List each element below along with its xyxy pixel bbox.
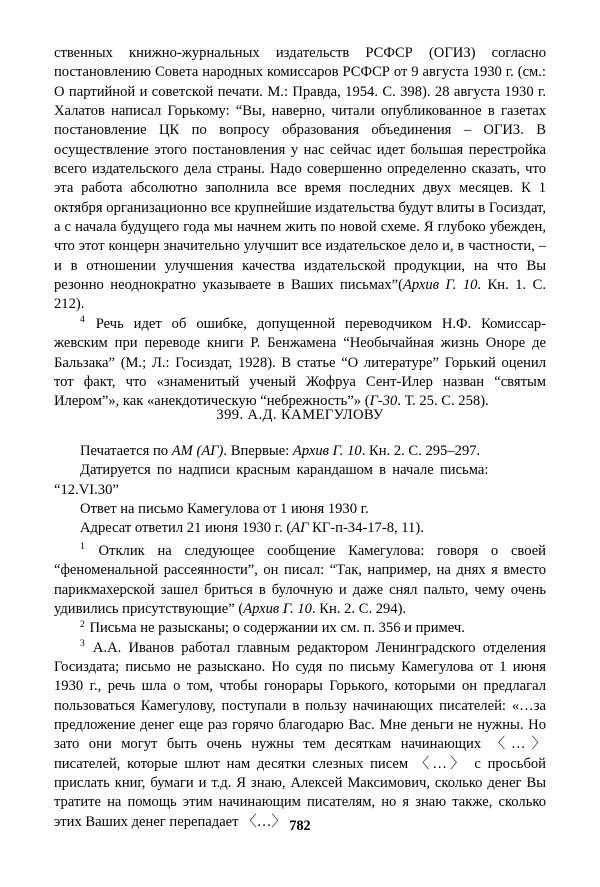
dating-date: “12.VI.30” (54, 481, 119, 498)
pub-suffix: . Кн. 2. С. 295–297. (361, 443, 481, 459)
dating-text: Датируется по надписи красным карандашом в начале письма: (80, 462, 489, 479)
reply-to-line (54, 500, 546, 519)
dating-date-line (54, 481, 546, 500)
note-4-paragraph (54, 315, 546, 412)
note-3-source-italic: Архив Г. 10 (403, 277, 478, 294)
addressee-replied-suffix: КГ-п-34-17-8, 11). (308, 520, 424, 537)
folio-number: 782 (289, 818, 311, 834)
note-3-source-tail: . Кн. 1. С. 212). (54, 277, 546, 313)
note-4-source-italic: Г-30 (369, 393, 398, 410)
addressee-replied-prefix: Адресат ответил 21 июня 1930 г. ( (80, 520, 292, 537)
note-1-source-italic: Архив Г. 10 (243, 601, 312, 618)
note-1-marker: 1 (80, 541, 85, 553)
note-3-continuation-text: ственных книжно-журнальных издательств РСФСР (ОГИЗ) согласно постановлению Совета народных комиссаров РСФСР от 9 августа 1930 г. (см.: О партийной и советской печати. М.: Правда, 1954. С. 398). 28 августа 1930 г. Халатов написал Горькому: “Вы, наверно, читали опубликованное в газетах постановление ЦК по вопросу образования объединения – ОГИЗ. В осуществление этого постановления у нас сейчас идет большая перестройка всего издательского дела страны. Надо совершенно определенно сказать, что эта работа абсолютно заполнила все время последних двух месяцев. К 1 октября организационно все крупнейшие издательства будут влиты в Госиздат, а с начала будущего года мы начнем жить по новой схеме. Я глубоко убежден, что этот концерн значительно улучшит все издательское дело и, в частности, – и в отношении улучшения качества издательской продукции, на что Вы резонно неоднократно указываете в Ваших письмах” (54, 45, 546, 294)
publication-source-line (54, 442, 546, 461)
note-4-text-after: . Т. 25. С. 258). (397, 393, 489, 410)
addressee-replied-line (54, 519, 546, 538)
note-4-text: Речь идет об ошибке, допущенной переводчиком Н.Ф. Комиссар-жевским при переводе книги Р. Бенжамена “Необычайная жизнь Оноре де Бальзака” (М.; Л.: Госиздат, 1928). В статье “О литературе” Горький оценил тот факт, что «знаменитый ученый Жофруа Сент-Илер назван “святым Илером”», как «анекдотическую “небрежность”» ( (54, 315, 546, 410)
pub-archive-italic: Архив Г. 10 (292, 443, 362, 459)
pub-am-italic: АМ (АГ) (171, 443, 224, 459)
note-3-continuation-paragraph (54, 44, 546, 315)
footnotes-block (54, 542, 546, 832)
page-number (0, 818, 600, 835)
note-1-paragraph (54, 542, 546, 619)
note-3-paragraph (54, 639, 546, 832)
note-1-text-after: . Кн. 2. С. 294). (311, 601, 407, 618)
note-3-source-open: ( (398, 277, 404, 294)
addressee-archive-italic: АГ (291, 520, 309, 537)
reply-to-text: Ответ на письмо Камегулова от 1 июня 1930 г. (80, 501, 369, 518)
note-2-marker: 2 (80, 618, 85, 630)
pub-middle: . Впервые: (223, 443, 293, 459)
section-heading (54, 407, 546, 424)
note-2-paragraph (54, 619, 546, 638)
dating-line (54, 461, 546, 480)
section-title: 399. А.Д. КАМЕГУЛОВУ (216, 407, 384, 423)
note-4-marker: 4 (80, 313, 85, 325)
top-notes-block (54, 44, 546, 412)
note-3-text: А.А. Иванов работал главным редактором Ленинградского отделения Госиздата; письмо не разыскано. Но судя по письму Камегулова от 1 июня 1930 г., речь шла о том, чтобы гонорары Горького, которыми он предлагал пользоваться Камегулову, поступали в пользу начинающих писателей: «…за предложение денег еще раз горячо благодарю Вас. Мне деньги не нужны. Но зато они могут быть очень нужны тем десяткам начинающих 〈…〉 писателей, которые шлют нам десятки слезных писем 〈…〉 с просьбой прислать книг, бумаги и т.д. Я знаю, Алексей Максимович, сколько денег Вы тратите на помощь этим начинающим писателям, но я знаю также, сколько этих Ваших денег перепадает 〈…〉 (54, 639, 546, 830)
publication-info-block (54, 442, 546, 539)
note-3-marker: 3 (80, 637, 85, 649)
pub-prefix: Печатается по (80, 443, 172, 459)
note-2-text: Письма не разысканы; о содержании их см. п. 356 и примеч. (85, 620, 465, 637)
note-1-text: Отклик на следующее сообщение Камегулова: говоря о своей “феноменальной рассеянности”, он писал: “Так, например, на днях я вместо парикмахерской зашел бриться в булочную и даже снял пальто, чему очень удивились присутствующие” ( (54, 543, 546, 618)
